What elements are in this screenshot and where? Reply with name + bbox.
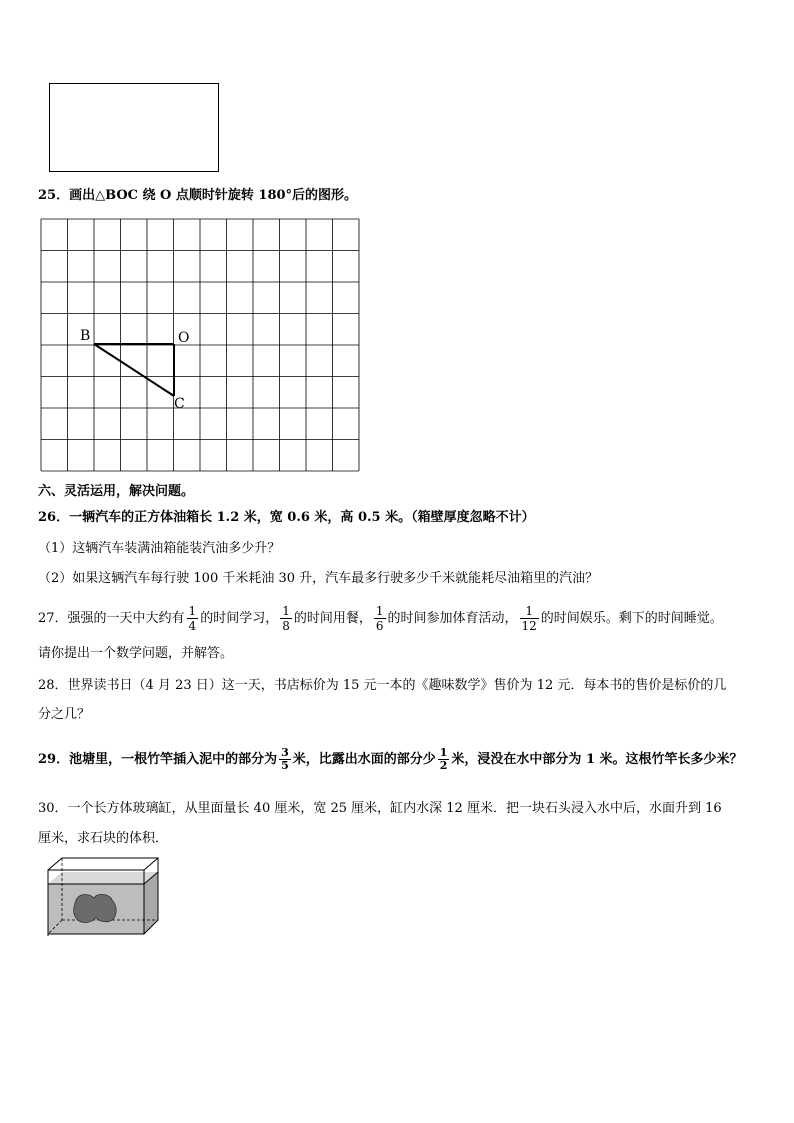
q27-part5: 的时间娱乐。剩下的时间睡觉。 [540,611,723,626]
segment-bc [94,344,174,396]
q27-part1: 27．强强的一天中大约有 [38,611,185,626]
q27-fraction-4: $\frac{1}{12}$ [521,604,537,633]
q27-line1 [38,604,723,633]
q29-text [38,746,743,774]
label-o: O [178,330,190,346]
q26-text: 26．一辆汽车的正方体油箱长 1.2 米，宽 0.6 米，高 0.5 米。（箱壁厚度忽略不计） [38,510,535,525]
q29-part2: 米，比露出水面的部分少 [292,752,436,767]
q30-line1: 30．一个长方体玻璃缸，从里面量长 40 厘米，宽 25 厘米，缸内水深 12 厘米．把一块石头浸入水中后，水面升到 16 [38,801,722,816]
q29-fraction-2: $\frac{1}{2}$ [439,746,448,772]
q30-line2: 厘米，求石块的体积． [38,831,169,846]
q28-line1: 28．世界读书日（4 月 23 日）这一天，书店标价为 15 元一本的《趣味数学》售价为 12 元．每本书的售价是标价的几 [38,678,727,693]
section-title: 六、灵活运用，解决问题。 [38,484,195,499]
q25-grid-figure [40,218,362,478]
q27-fraction-1: $\frac{1}{4}$ [188,604,197,633]
rotation-grid [40,218,362,474]
q27-line2: 请你提出一个数学问题，并解答。 [38,646,234,661]
answer-box [49,83,219,172]
q26-sub2: （2）如果这辆汽车每行驶 100 千米耗油 30 升，汽车最多行驶多少千米就能耗尽油箱里的汽油？ [38,571,599,586]
q25-text: 25．画出△BOC 绕 O 点顺时针旋转 180°后的图形。 [38,188,358,203]
q27-part2: 的时间学习， [200,611,279,626]
stone-icon [74,894,116,922]
q30-tank-figure [40,856,164,942]
q28-line2: 分之几？ [38,707,91,722]
triangle-boc [94,344,174,396]
water-surface [48,872,158,884]
q27-part4: 的时间参加体育活动， [387,611,518,626]
q27-fraction-2: $\frac{1}{8}$ [282,604,290,633]
q29-part3: 米，浸没在水中部分为 1 米。这根竹竿长多少米？ [451,752,743,767]
q29-part1: 29．池塘里，一根竹竿插入泥中的部分为 [38,752,278,767]
q26-sub1: （1）这辆汽车装满油箱能装汽油多少升？ [38,541,281,556]
glass-tank-drawing [40,856,164,938]
label-b: B [80,328,91,344]
q27-part3: 的时间用餐， [293,611,372,626]
q29-fraction-1: $\frac{3}{5}$ [281,746,289,772]
q27-fraction-3: $\frac{1}{6}$ [375,604,384,633]
label-c: C [174,396,185,412]
